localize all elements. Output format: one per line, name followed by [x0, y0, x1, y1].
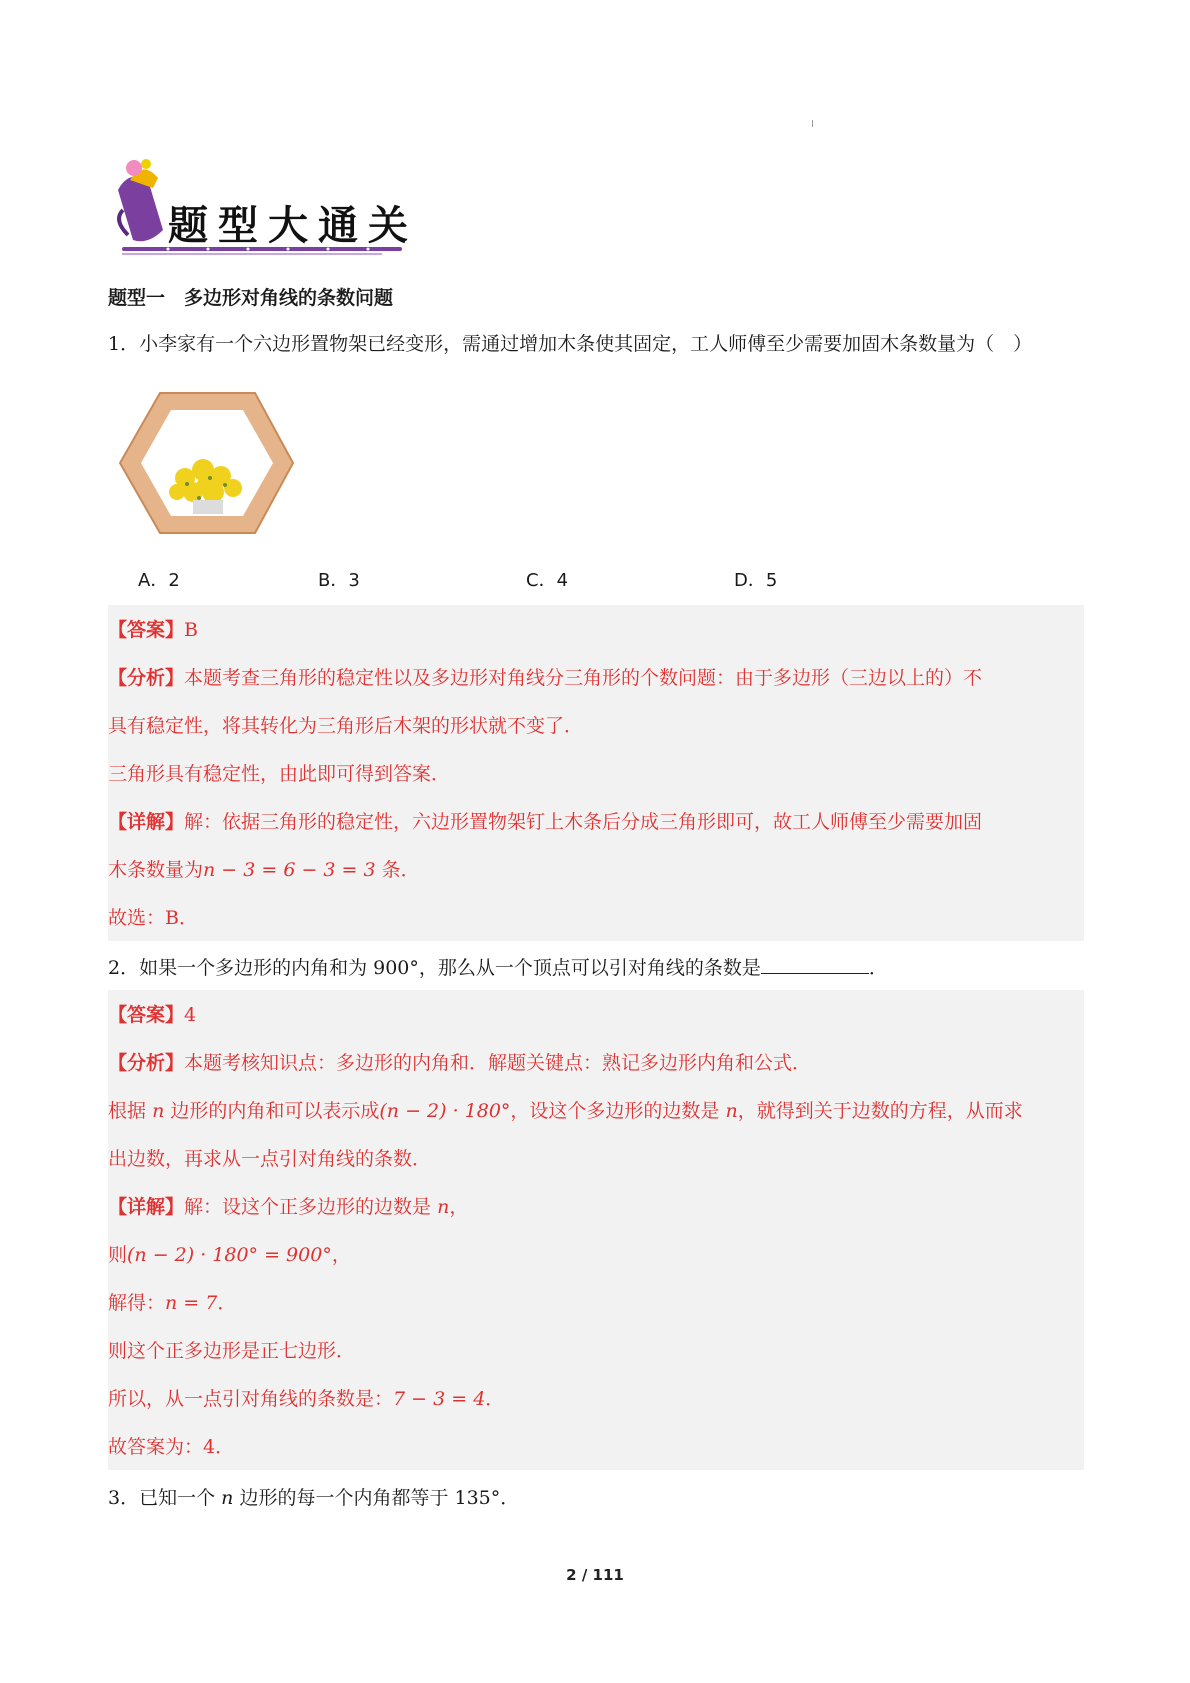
q2-detail-line-4: 则这个正多边形是正七边形． — [108, 1340, 356, 1362]
q2-detail-line-5: 所以，从一点引对角线的条数是：7 − 3 = 4． — [108, 1388, 505, 1410]
hexagon-shelf-image — [115, 388, 295, 538]
q2-analysis-line-2: 根据 n 边形的内角和可以表示成(n − 2) · 180°，设这个多边形的边数是 n，就得到关于边数的方程，从而求 — [108, 1100, 1023, 1122]
question-1-text: 1．小李家有一个六边形置物架已经变形，需通过增加木条使其固定，工人师傅至少需要加固木条数量为（ ） — [108, 333, 1033, 355]
q1-detail-line-3: 故选：B． — [108, 907, 198, 929]
question-3-text: 3．已知一个 n 边形的每一个内角都等于 135°． — [108, 1487, 520, 1509]
q1-detail-line-1: 【详解】解：依据三角形的稳定性，六边形置物架钉上木条后分成三角形即可，故工人师傅至少需要加固 — [108, 811, 983, 833]
question-2-text: 2．如果一个多边形的内角和为 900°，那么从一个顶点可以引对角线的条数是 ． — [108, 957, 888, 979]
q2-detail-line-6: 故答案为：4． — [108, 1436, 235, 1458]
q1-detail-line-2: 木条数量为n − 3 = 6 − 3 = 3 条． — [108, 859, 420, 881]
q1-analysis-line-1: 【分析】本题考查三角形的稳定性以及多边形对角线分三角形的个数问题：由于多边形（三边以上的）不 — [108, 667, 983, 689]
section-banner — [108, 150, 438, 260]
q1-analysis-line-3: 三角形具有稳定性，由此即可得到答案． — [108, 763, 451, 785]
section-title: 题型一 多边形对角线的条数问题 — [108, 287, 394, 309]
q1-analysis-line-2: 具有稳定性，将其转化为三角形后木架的形状就不变了． — [108, 715, 584, 737]
q2-detail-line-3: 解得：n = 7． — [108, 1292, 237, 1314]
q2-detail-line-1: 【详解】解：设这个正多边形的边数是 n， — [108, 1196, 469, 1218]
q2-analysis-line-1: 【分析】本题考核知识点：多边形的内角和．解题关键点：熟记多边形内角和公式． — [108, 1052, 812, 1074]
q2-analysis-line-3: 出边数，再求从一点引对角线的条数． — [108, 1148, 432, 1170]
option-c: C．4 — [526, 570, 569, 591]
option-d: D．5 — [734, 570, 778, 591]
option-a: A．2 — [138, 570, 180, 591]
header-tick-mark — [812, 120, 813, 127]
q2-detail-line-2: 则(n − 2) · 180° = 900°， — [108, 1244, 351, 1266]
q1-answer: 【答案】B — [108, 619, 198, 641]
answer-blank — [761, 955, 869, 974]
q2-answer: 【答案】4 — [108, 1004, 197, 1026]
option-b: B．3 — [318, 570, 360, 591]
banner-title: 题型大通关 — [168, 202, 418, 249]
page-number: 2 / 111 — [566, 1566, 624, 1584]
